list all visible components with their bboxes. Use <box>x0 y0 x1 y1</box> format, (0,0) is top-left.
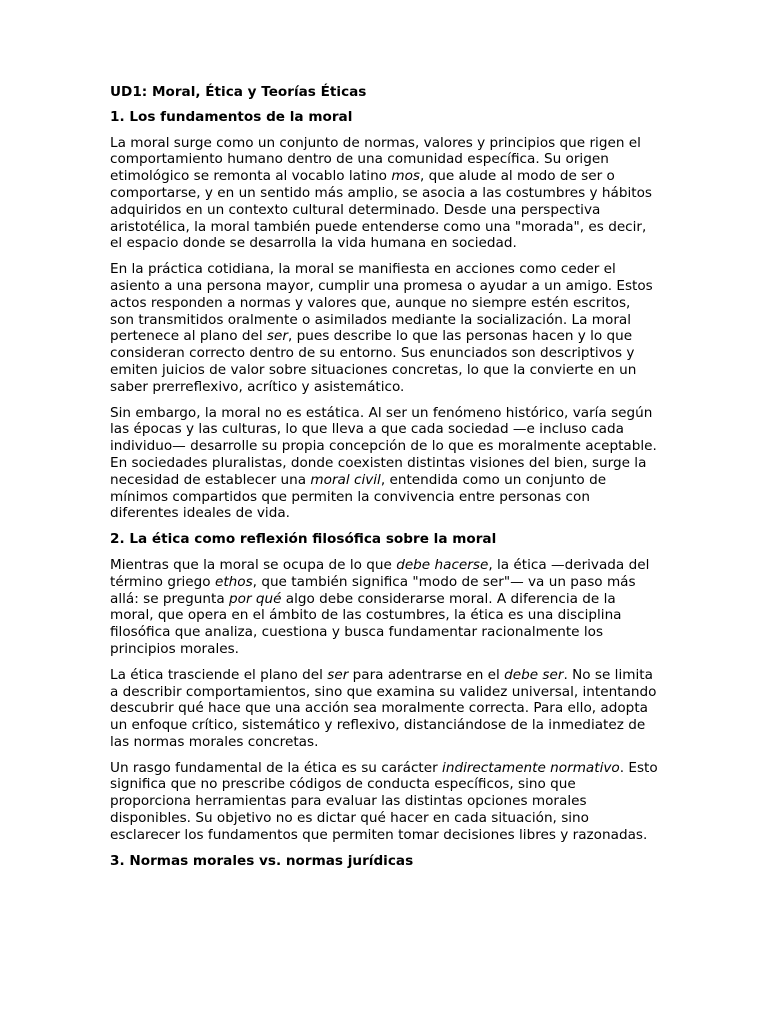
italic-term: debe ser <box>504 666 564 683</box>
text-run: Sin embargo, la moral no es estática. Al ser un fenómeno histórico, varía según las épocas y las culturas, lo que lleva a que cada sociedad —e incluso cada individuo— desarrolle su propia concepción de lo que es moralmente aceptable. En sociedades pluralistas, donde coexisten distintas visiones del bien, surge la necesidad de establecer una <box>110 404 657 488</box>
document-title: UD1: Moral, Ética y Teorías Éticas <box>110 84 367 100</box>
text-run: Un rasgo fundamental de la ética es su carácter <box>110 759 443 776</box>
paragraph <box>110 557 658 658</box>
paragraph <box>110 261 658 395</box>
paragraph <box>110 405 658 523</box>
text-run: , que alude al modo de ser o comportarse, y en un sentido más amplio, se asocia a las costumbres y hábitos adquiridos en un contexto cultural determinado. Desde una perspectiva aristotélica, la moral también puede entenderse como una "morada", es decir, el espacio donde se desarrolla la vida humana en sociedad. <box>110 168 652 252</box>
italic-term: por qué <box>229 590 282 607</box>
text-run: La ética trasciende el plano del <box>110 666 328 683</box>
paragraph <box>110 760 658 844</box>
italic-term: ethos <box>214 573 253 590</box>
italic-term: debe hacerse <box>396 556 489 573</box>
paragraph <box>110 667 658 751</box>
document-body <box>110 109 658 870</box>
text-run: La moral surge como un conjunto de normas, valores y principios que rigen el comportamiento humano dentro de una comunidad específica. Su origen etimológico se remonta al vocablo latino <box>110 134 641 185</box>
text-run: , que también significa "modo de ser"— va un paso más allá: se pregunta <box>110 573 636 607</box>
italic-term: ser <box>266 328 288 345</box>
text-run: , la ética —derivada del término griego <box>110 556 650 590</box>
text-run: . No se limita a describir comportamientos, sino que examina su validez universal, intentando descubrir qué hace que una acción sea moralmente correcta. Para ello, adopta un enfoque crítico, sistemático y reflexivo, distanciándose de la inmediatez de las normas morales concretas. <box>110 666 657 750</box>
paragraph <box>110 135 658 253</box>
section-heading: 1. Los fundamentos de la moral <box>110 108 353 125</box>
italic-term: moral civil <box>310 471 381 488</box>
text-run: , entendida como un conjunto de mínimos compartidos que permiten la convivencia entre personas con diferentes ideales de vida. <box>110 471 607 522</box>
italic-term: ser <box>327 666 349 683</box>
section-heading: 2. La ética como reflexión filosófica sobre la moral <box>110 531 497 548</box>
section-heading: 3. Normas morales vs. normas jurídicas <box>110 852 414 869</box>
italic-term: mos <box>391 168 420 185</box>
text-run: En la práctica cotidiana, la moral se manifiesta en acciones como ceder el asiento a una persona mayor, cumplir una promesa o ayudar a un amigo. Estos actos responden a normas y valores que, aunque no siempre estén escritos, son transmitidos oralmente o asimilados mediante la socialización. La moral pertenece al plano del <box>110 261 653 345</box>
italic-term: indirectamente normativo <box>442 759 620 776</box>
text-run: para adentrarse en el <box>348 666 505 683</box>
text-run: , pues describe lo que las personas hacen y lo que consideran correcto dentro de su entorno. Sus enunciados son descriptivos y emiten juicios de valor sobre situaciones concretas, lo que la convierte en un saber prerreflexivo, acrítico y asistemático. <box>110 328 637 395</box>
text-run: algo debe considerarse moral. A diferencia de la moral, que opera en el ámbito de las costumbres, la ética es una disciplina filosófica que analiza, cuestiona y busca fundamentar racionalmente los principios morales. <box>110 590 622 657</box>
text-run: . Esto significa que no prescribe códigos de conducta específicos, sino que proporciona herramientas para evaluar las distintas opciones morales disponibles. Su objetivo no es dictar qué hacer en cada situación, sino esclarecer los fundamentos que permiten tomar decisiones libres y razonadas. <box>110 759 658 843</box>
document-page <box>110 84 658 878</box>
text-run: Mientras que la moral se ocupa de lo que <box>110 556 397 573</box>
